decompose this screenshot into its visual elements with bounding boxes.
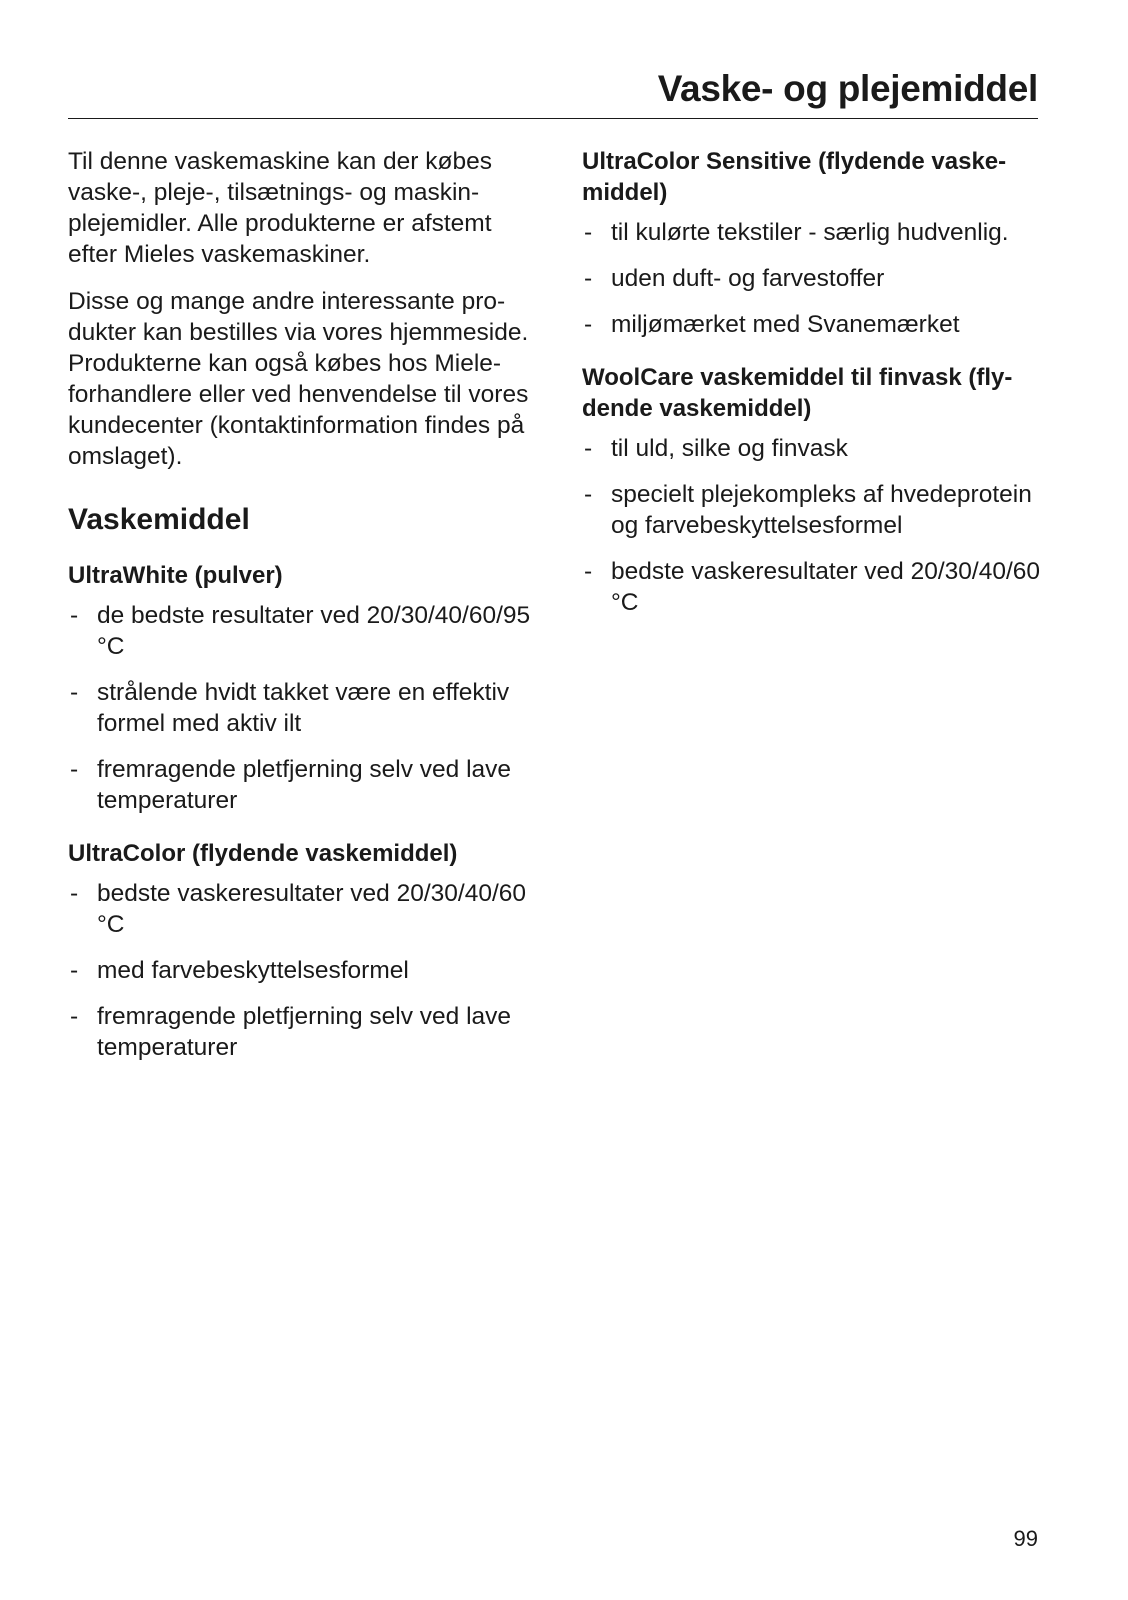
list-item <box>68 1001 546 1063</box>
bullet-dash: - <box>70 756 79 783</box>
left-column <box>68 146 546 1085</box>
list-item-text: bedste vaskeresultater ved 20/30/40/60 °C <box>97 880 527 938</box>
bullet-dash: - <box>584 558 593 585</box>
bullet-dash: - <box>70 957 79 984</box>
product-feature-list <box>68 878 546 1063</box>
bullet-dash: - <box>70 1003 79 1030</box>
list-item <box>68 878 546 940</box>
list-item <box>582 263 1060 294</box>
right-column <box>582 146 1060 640</box>
product-heading: UltraColor (flydende vaskemiddel) <box>68 840 458 867</box>
list-item <box>582 433 1060 464</box>
product-feature-list <box>68 600 546 816</box>
bullet-dash: - <box>584 435 593 462</box>
bullet-dash: - <box>584 311 593 338</box>
product-heading: UltraColor Sensitive (flydende vaskemiddel) <box>582 148 1007 206</box>
list-item <box>582 479 1060 541</box>
bullet-dash: - <box>584 265 593 292</box>
product-heading: WoolCare vaskemiddel til finvask (flydende vaskemiddel) <box>582 364 1013 422</box>
list-item <box>68 754 546 816</box>
list-item-text: med farvebeskyttelsesformel <box>97 957 409 984</box>
bullet-dash: - <box>70 602 79 629</box>
page-header <box>68 60 1038 119</box>
bullet-dash: - <box>584 481 593 508</box>
product-heading: UltraWhite (pulver) <box>68 562 283 589</box>
list-item-text: fremragende pletfjerning selv ved lave temperaturer <box>97 756 512 814</box>
list-item-text: specielt plejekompleks af hvedeprotein og farvebeskyttelsesformel <box>611 481 1032 539</box>
list-item <box>68 677 546 739</box>
list-item <box>68 600 546 662</box>
bullet-dash: - <box>584 219 593 246</box>
product-feature-list <box>582 217 1060 340</box>
list-item <box>582 556 1060 618</box>
page-number: 99 <box>1013 1526 1038 1551</box>
list-item <box>68 955 546 986</box>
intro-paragraph: Disse og mange andre interessante produkter kan bestilles via vores hjemmeside. Produkterne kan også købes hos Miele-forhandlere eller ved henvendelse til vores kundecenter (kontaktinformation findes på omslaget). <box>68 288 529 470</box>
list-item <box>582 217 1060 248</box>
list-item-text: til uld, silke og finvask <box>611 435 848 462</box>
list-item-text: de bedste resultater ved 20/30/40/60/95 °C <box>97 602 531 660</box>
list-item-text: miljømærket med Svanemærket <box>611 311 960 338</box>
bullet-dash: - <box>70 880 79 907</box>
list-item-text: til kulørte tekstiler - særlig hudvenlig. <box>611 219 1009 246</box>
page-title: Vaske- og plejemiddel <box>657 68 1038 109</box>
bullet-dash: - <box>70 679 79 706</box>
list-item <box>582 309 1060 340</box>
list-item-text: strålende hvidt takket være en effektiv formel med aktiv ilt <box>97 679 510 737</box>
list-item-text: fremragende pletfjerning selv ved lave temperaturer <box>97 1003 512 1061</box>
product-feature-list <box>582 433 1060 618</box>
list-item-text: bedste vaskeresultater ved 20/30/40/60 °C <box>611 558 1041 616</box>
section-title: Vaskemiddel <box>68 503 250 536</box>
intro-paragraph: Til denne vaskemaskine kan der købes vaske-, pleje-, tilsætnings- og maskinplejemidler. Alle produkterne er afstemt efter Mieles vaskemaskiner. <box>68 148 492 268</box>
list-item-text: uden duft- og farvestoffer <box>611 265 885 292</box>
